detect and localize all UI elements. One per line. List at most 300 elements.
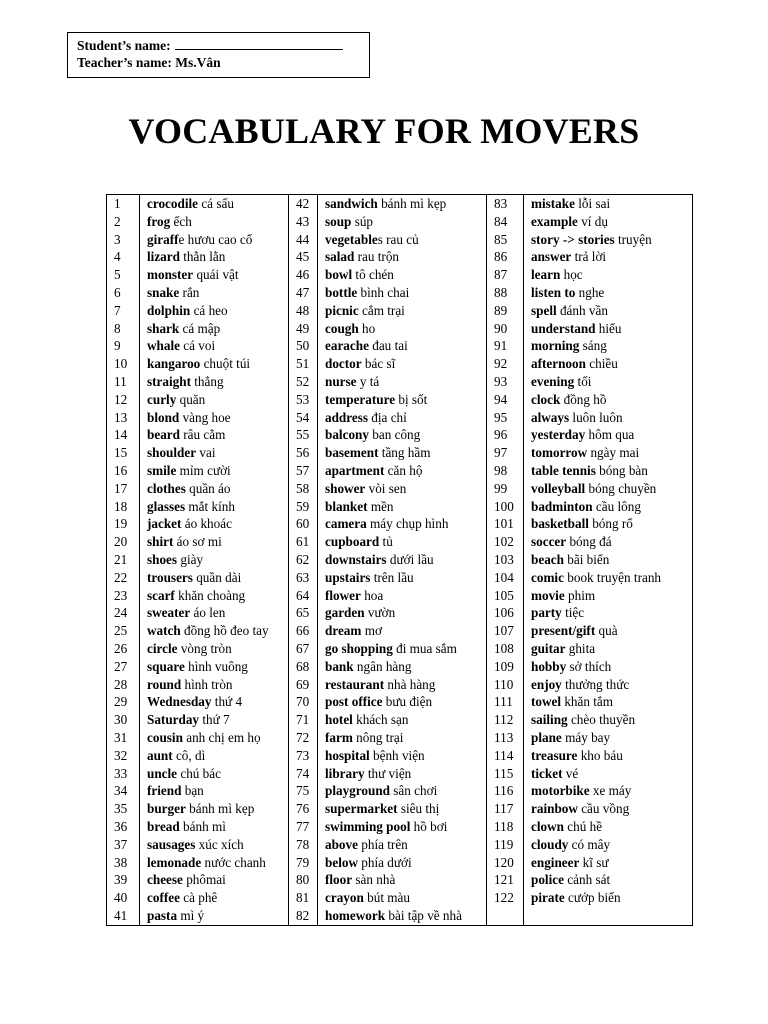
word-number: 77 bbox=[289, 818, 318, 836]
vietnamese-meaning: xúc xích bbox=[195, 836, 244, 852]
word-entry bbox=[524, 551, 693, 569]
word-entry bbox=[140, 426, 289, 444]
table-row bbox=[107, 587, 693, 605]
english-word: always bbox=[531, 409, 570, 425]
vietnamese-meaning: râu cằm bbox=[179, 427, 226, 443]
word-entry bbox=[318, 622, 487, 640]
word-number: 43 bbox=[289, 213, 318, 231]
word-number: 32 bbox=[107, 747, 140, 765]
word-entry bbox=[140, 640, 289, 658]
vietnamese-meaning: tiệc bbox=[561, 605, 585, 621]
english-word: salad bbox=[325, 249, 355, 265]
word-entry bbox=[524, 195, 693, 213]
english-word: monster bbox=[147, 267, 194, 283]
word-number: 35 bbox=[107, 800, 140, 818]
vietnamese-meaning: đồng hồ bbox=[560, 391, 607, 407]
word-entry bbox=[524, 231, 693, 249]
vietnamese-meaning: ho bbox=[358, 320, 376, 336]
table-row bbox=[107, 676, 693, 694]
vietnamese-meaning: quăn bbox=[176, 391, 206, 407]
word-entry bbox=[524, 711, 693, 729]
english-word: guitar bbox=[531, 640, 566, 656]
word-number: 97 bbox=[487, 444, 524, 462]
word-entry bbox=[140, 782, 289, 800]
vietnamese-meaning: cá heo bbox=[190, 302, 228, 318]
word-number: 101 bbox=[487, 515, 524, 533]
word-entry bbox=[318, 498, 487, 516]
word-number: 17 bbox=[107, 480, 140, 498]
vietnamese-meaning: mơ bbox=[361, 623, 382, 639]
word-number: 39 bbox=[107, 871, 140, 889]
vietnamese-meaning: nông trại bbox=[352, 729, 404, 745]
table-row bbox=[107, 266, 693, 284]
english-word: playground bbox=[325, 783, 390, 799]
word-entry bbox=[524, 765, 693, 783]
word-entry bbox=[318, 658, 487, 676]
vietnamese-meaning: ngày mai bbox=[587, 445, 640, 461]
vietnamese-meaning: ngân hàng bbox=[353, 658, 412, 674]
table-row bbox=[107, 302, 693, 320]
english-word: camera bbox=[325, 516, 367, 532]
vietnamese-meaning: quần dài bbox=[192, 569, 242, 585]
vietnamese-meaning: quái vật bbox=[193, 267, 239, 283]
table-row bbox=[107, 533, 693, 551]
vietnamese-meaning: bánh mì kẹp bbox=[377, 196, 447, 212]
vietnamese-meaning: cảnh sát bbox=[563, 872, 611, 888]
vietnamese-meaning: bóng rổ bbox=[588, 516, 633, 532]
vietnamese-meaning: bưu điện bbox=[382, 694, 433, 710]
word-number: 25 bbox=[107, 622, 140, 640]
word-entry bbox=[318, 302, 487, 320]
vietnamese-meaning: tối bbox=[574, 374, 592, 390]
table-row bbox=[107, 195, 693, 213]
vietnamese-meaning: mắt kính bbox=[185, 498, 235, 514]
english-word: hotel bbox=[325, 712, 353, 728]
word-number: 86 bbox=[487, 248, 524, 266]
word-number: 69 bbox=[289, 676, 318, 694]
english-word: bowl bbox=[325, 267, 353, 283]
word-entry bbox=[318, 355, 487, 373]
english-word: spell bbox=[531, 302, 557, 318]
english-word: badminton bbox=[531, 498, 593, 514]
word-entry bbox=[524, 391, 693, 409]
vietnamese-meaning: thưởng thức bbox=[561, 676, 630, 692]
english-word: downstairs bbox=[325, 551, 387, 567]
english-word: cupboard bbox=[325, 534, 380, 550]
word-number: 80 bbox=[289, 871, 318, 889]
word-number: 41 bbox=[107, 907, 140, 925]
word-number: 36 bbox=[107, 818, 140, 836]
word-number: 99 bbox=[487, 480, 524, 498]
word-entry bbox=[140, 800, 289, 818]
word-entry bbox=[140, 266, 289, 284]
word-entry bbox=[318, 836, 487, 854]
english-word: plane bbox=[531, 729, 562, 745]
table-row bbox=[107, 391, 693, 409]
word-entry bbox=[140, 765, 289, 783]
vietnamese-meaning: khách sạn bbox=[352, 712, 409, 728]
english-word: trousers bbox=[147, 569, 193, 585]
word-number: 118 bbox=[487, 818, 524, 836]
vietnamese-meaning: cá mập bbox=[179, 320, 221, 336]
word-entry bbox=[318, 782, 487, 800]
word-number: 15 bbox=[107, 444, 140, 462]
vietnamese-meaning: học bbox=[560, 267, 583, 283]
vietnamese-meaning: trên lầu bbox=[370, 569, 414, 585]
word-entry bbox=[524, 871, 693, 889]
word-number: 52 bbox=[289, 373, 318, 391]
vietnamese-meaning: áo khoác bbox=[181, 516, 232, 532]
english-word: picnic bbox=[325, 302, 359, 318]
vietnamese-meaning: anh chị em họ bbox=[182, 729, 261, 745]
word-entry bbox=[140, 836, 289, 854]
word-entry bbox=[140, 907, 289, 925]
word-entry bbox=[140, 320, 289, 338]
word-number: 48 bbox=[289, 302, 318, 320]
word-entry bbox=[318, 462, 487, 480]
table-row bbox=[107, 800, 693, 818]
english-word: basketball bbox=[531, 516, 589, 532]
word-number: 95 bbox=[487, 409, 524, 427]
english-word: blanket bbox=[325, 498, 368, 514]
vietnamese-meaning: phía dưới bbox=[357, 854, 412, 870]
vietnamese-meaning: sân chơi bbox=[390, 783, 438, 799]
word-entry bbox=[140, 498, 289, 516]
english-word: cloudy bbox=[531, 836, 569, 852]
table-row bbox=[107, 818, 693, 836]
word-number: 55 bbox=[289, 426, 318, 444]
word-number: 30 bbox=[107, 711, 140, 729]
word-number: 110 bbox=[487, 676, 524, 694]
english-word: above bbox=[325, 836, 358, 852]
word-entry bbox=[524, 889, 693, 907]
word-number: 115 bbox=[487, 765, 524, 783]
english-word: shower bbox=[325, 480, 366, 496]
word-entry bbox=[318, 818, 487, 836]
word-entry bbox=[140, 747, 289, 765]
word-number: 93 bbox=[487, 373, 524, 391]
vietnamese-meaning: bánh mì kẹp bbox=[185, 801, 255, 817]
word-entry bbox=[140, 355, 289, 373]
table-row bbox=[107, 871, 693, 889]
vietnamese-meaning: sáng bbox=[579, 338, 607, 354]
word-entry bbox=[140, 462, 289, 480]
word-number: 13 bbox=[107, 409, 140, 427]
english-word: table tennis bbox=[531, 463, 596, 478]
word-entry bbox=[140, 444, 289, 462]
word-entry bbox=[140, 818, 289, 836]
english-word: motorbike bbox=[531, 783, 590, 799]
word-number: 67 bbox=[289, 640, 318, 658]
vietnamese-meaning: phía trên bbox=[357, 836, 408, 852]
vietnamese-meaning: rắn bbox=[179, 285, 200, 301]
word-number: 46 bbox=[289, 266, 318, 284]
english-word: garden bbox=[325, 605, 365, 621]
word-entry bbox=[524, 747, 693, 765]
word-entry bbox=[318, 800, 487, 818]
student-name-blank[interactable] bbox=[175, 37, 343, 50]
vietnamese-meaning: dưới lầu bbox=[386, 551, 434, 567]
table-row bbox=[107, 462, 693, 480]
word-number: 65 bbox=[289, 604, 318, 622]
vocabulary-table bbox=[106, 194, 693, 926]
word-entry bbox=[318, 195, 487, 213]
vietnamese-meaning: đi mua sắm bbox=[392, 640, 457, 656]
english-word: engineer bbox=[531, 854, 580, 870]
table-row bbox=[107, 337, 693, 355]
vietnamese-meaning: book truyện tranh bbox=[563, 569, 662, 585]
word-entry bbox=[524, 729, 693, 747]
english-word: sailing bbox=[531, 712, 568, 728]
table-row bbox=[107, 480, 693, 498]
word-number: 27 bbox=[107, 658, 140, 676]
vietnamese-meaning: thư viện bbox=[364, 765, 412, 781]
english-word: floor bbox=[325, 872, 353, 888]
word-number: 10 bbox=[107, 355, 140, 373]
word-entry bbox=[318, 907, 487, 925]
english-word: soccer bbox=[531, 534, 567, 550]
word-entry bbox=[318, 373, 487, 391]
vietnamese-meaning: sàn nhà bbox=[352, 872, 396, 888]
english-word: shirt bbox=[147, 534, 174, 550]
word-number: 49 bbox=[289, 320, 318, 338]
word-number: 107 bbox=[487, 622, 524, 640]
word-number: 57 bbox=[289, 462, 318, 480]
word-number: 102 bbox=[487, 533, 524, 551]
table-row bbox=[107, 889, 693, 907]
word-entry bbox=[140, 658, 289, 676]
word-number: 78 bbox=[289, 836, 318, 854]
word-entry bbox=[524, 444, 693, 462]
word-number: 111 bbox=[487, 693, 524, 711]
english-word: circle bbox=[147, 640, 178, 656]
word-number: 113 bbox=[487, 729, 524, 747]
table-row bbox=[107, 569, 693, 587]
word-entry bbox=[524, 533, 693, 551]
english-word: shoes bbox=[147, 551, 178, 567]
word-entry bbox=[524, 213, 693, 231]
vietnamese-meaning: bác sĩ bbox=[361, 356, 396, 372]
word-entry bbox=[524, 373, 693, 391]
word-number: 106 bbox=[487, 604, 524, 622]
word-number: 51 bbox=[289, 355, 318, 373]
word-entry bbox=[318, 409, 487, 427]
vietnamese-meaning: hình tròn bbox=[181, 676, 233, 692]
word-number bbox=[487, 907, 524, 925]
vietnamese-meaning: cầu lông bbox=[592, 498, 641, 514]
word-entry bbox=[140, 337, 289, 355]
word-number: 79 bbox=[289, 853, 318, 871]
word-entry bbox=[524, 480, 693, 498]
table-row bbox=[107, 853, 693, 871]
english-word: crayon bbox=[325, 890, 364, 906]
word-entry bbox=[318, 248, 487, 266]
word-entry bbox=[140, 391, 289, 409]
word-number: 18 bbox=[107, 498, 140, 516]
word-number: 8 bbox=[107, 320, 140, 338]
vietnamese-meaning: sở thích bbox=[566, 658, 612, 674]
vietnamese-meaning: cà phê bbox=[179, 890, 218, 906]
english-word: dream bbox=[325, 623, 362, 639]
word-number: 92 bbox=[487, 355, 524, 373]
vietnamese-meaning: cầu vồng bbox=[577, 801, 630, 817]
word-entry bbox=[318, 551, 487, 569]
english-word: scarf bbox=[147, 587, 175, 603]
word-number: 60 bbox=[289, 515, 318, 533]
word-entry bbox=[318, 676, 487, 694]
english-word: bottle bbox=[325, 285, 358, 301]
word-entry bbox=[318, 871, 487, 889]
english-word: clothes bbox=[147, 480, 186, 496]
word-entry bbox=[140, 213, 289, 231]
word-number: 112 bbox=[487, 711, 524, 729]
vietnamese-meaning: có mây bbox=[568, 836, 611, 852]
word-number: 28 bbox=[107, 676, 140, 694]
english-word: blond bbox=[147, 409, 180, 425]
english-word: police bbox=[531, 872, 564, 888]
vietnamese-meaning: giày bbox=[177, 551, 204, 567]
word-entry bbox=[524, 907, 693, 925]
english-word: balcony bbox=[325, 427, 369, 443]
word-entry bbox=[524, 337, 693, 355]
word-number: 21 bbox=[107, 551, 140, 569]
word-number: 71 bbox=[289, 711, 318, 729]
vietnamese-meaning: siêu thị bbox=[397, 801, 440, 817]
english-word: pirate bbox=[531, 890, 565, 906]
word-entry bbox=[318, 426, 487, 444]
word-entry bbox=[524, 266, 693, 284]
word-number: 88 bbox=[487, 284, 524, 302]
vietnamese-meaning: chú hề bbox=[563, 818, 603, 834]
word-number: 11 bbox=[107, 373, 140, 391]
table-row bbox=[107, 604, 693, 622]
word-entry bbox=[140, 711, 289, 729]
english-word: morning bbox=[531, 338, 580, 354]
vietnamese-meaning: tủ bbox=[379, 534, 393, 550]
word-entry bbox=[524, 248, 693, 266]
table-row bbox=[107, 658, 693, 676]
vietnamese-meaning: bình chai bbox=[357, 285, 410, 301]
vietnamese-meaning: thẳng bbox=[190, 374, 224, 390]
page-title: VOCABULARY FOR MOVERS bbox=[128, 111, 640, 151]
english-word: nurse bbox=[325, 374, 357, 390]
word-entry bbox=[524, 693, 693, 711]
word-entry bbox=[318, 515, 487, 533]
word-number: 29 bbox=[107, 693, 140, 711]
vietnamese-meaning: bánh mì bbox=[179, 818, 226, 834]
word-entry bbox=[524, 320, 693, 338]
english-word: beard bbox=[147, 427, 180, 443]
word-number: 54 bbox=[289, 409, 318, 427]
word-number: 81 bbox=[289, 889, 318, 907]
english-word: movie bbox=[531, 587, 565, 603]
table-row bbox=[107, 693, 693, 711]
english-word: hobby bbox=[531, 658, 567, 674]
english-word: curly bbox=[147, 391, 177, 407]
table-row bbox=[107, 836, 693, 854]
vietnamese-meaning: máy chụp hình bbox=[366, 516, 449, 532]
word-entry bbox=[140, 409, 289, 427]
word-entry bbox=[524, 587, 693, 605]
word-number: 40 bbox=[107, 889, 140, 907]
word-number: 87 bbox=[487, 266, 524, 284]
english-word: lemonade bbox=[147, 854, 202, 870]
english-word: earache bbox=[325, 338, 369, 354]
word-number: 114 bbox=[487, 747, 524, 765]
english-word: learn bbox=[531, 267, 561, 283]
english-word: pasta bbox=[147, 907, 178, 923]
word-entry bbox=[524, 569, 693, 587]
word-entry bbox=[318, 231, 487, 249]
word-number: 59 bbox=[289, 498, 318, 516]
english-word: mistake bbox=[531, 196, 575, 212]
vietnamese-meaning: chiều bbox=[585, 356, 618, 372]
english-word: enjoy bbox=[531, 676, 562, 692]
table-row bbox=[107, 711, 693, 729]
word-number: 45 bbox=[289, 248, 318, 266]
word-number: 7 bbox=[107, 302, 140, 320]
english-word: frog bbox=[147, 213, 171, 229]
english-word: flower bbox=[325, 587, 361, 603]
vietnamese-meaning: bóng đá bbox=[566, 534, 612, 550]
english-word: watch bbox=[147, 623, 181, 639]
word-number: 75 bbox=[289, 782, 318, 800]
vietnamese-meaning: hoa bbox=[360, 587, 384, 603]
vietnamese-meaning: bệnh viện bbox=[369, 747, 425, 763]
english-word: upstairs bbox=[325, 569, 371, 585]
vietnamese-meaning: y tá bbox=[356, 374, 380, 390]
vietnamese-meaning: áo sơ mi bbox=[173, 534, 222, 550]
table-row bbox=[107, 355, 693, 373]
vietnamese-meaning: vai bbox=[196, 445, 216, 461]
table-row bbox=[107, 498, 693, 516]
vietnamese-meaning: cá voi bbox=[179, 338, 216, 354]
english-word: cheese bbox=[147, 872, 183, 888]
word-entry bbox=[318, 444, 487, 462]
english-word: supermarket bbox=[325, 801, 398, 817]
vietnamese-meaning: cắm trại bbox=[358, 302, 405, 318]
vietnamese-meaning: phômai bbox=[182, 872, 226, 888]
english-word: soup bbox=[325, 213, 352, 229]
word-number: 98 bbox=[487, 462, 524, 480]
word-number: 74 bbox=[289, 765, 318, 783]
word-entry bbox=[318, 711, 487, 729]
english-word: go shopping bbox=[325, 640, 393, 656]
vietnamese-meaning: hôm qua bbox=[585, 427, 635, 443]
english-word: kangaroo bbox=[147, 356, 201, 372]
word-entry bbox=[318, 284, 487, 302]
english-word: present/gift bbox=[531, 623, 596, 639]
word-number: 1 bbox=[107, 195, 140, 213]
word-entry bbox=[524, 818, 693, 836]
word-number: 105 bbox=[487, 587, 524, 605]
vietnamese-meaning: mì ý bbox=[177, 907, 205, 923]
word-entry bbox=[524, 426, 693, 444]
english-word: friend bbox=[147, 783, 182, 799]
word-number: 20 bbox=[107, 533, 140, 551]
english-word: evening bbox=[531, 374, 575, 390]
word-entry bbox=[140, 693, 289, 711]
word-number: 50 bbox=[289, 337, 318, 355]
vietnamese-meaning: truyện bbox=[614, 231, 652, 247]
vietnamese-meaning: căn hộ bbox=[384, 463, 423, 478]
table-row bbox=[107, 515, 693, 533]
word-entry bbox=[524, 515, 693, 533]
english-word: glasses bbox=[147, 498, 186, 514]
vietnamese-meaning: đồng hồ đeo tay bbox=[180, 623, 269, 639]
word-number: 56 bbox=[289, 444, 318, 462]
vietnamese-meaning: phim bbox=[564, 587, 596, 603]
